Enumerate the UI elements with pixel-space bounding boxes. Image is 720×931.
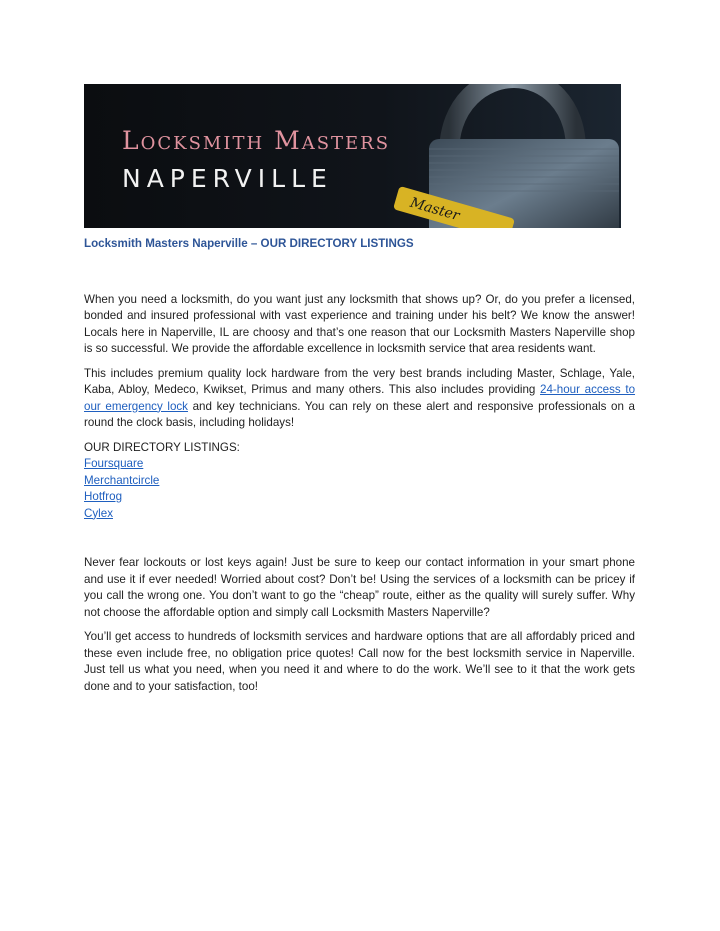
directory-label: OUR DIRECTORY LISTINGS:: [84, 440, 240, 454]
brands-paragraph: [84, 366, 635, 432]
emergency-lock-link[interactable]: 24-hour access to our emergency lock: [84, 383, 636, 413]
directory-list: [84, 456, 635, 522]
intro-paragraph: When you need a locksmith, do you want just any locksmith that shows up? Or, do you prefer a licensed, bonded and insured professional with vast experience and training under his belt? We know the answer! Locals here in Naperville, IL are choosy and that’s one reason that our Locksmith Masters Naperville shop is so successful. We provide the affordable excellence in locksmith service that area residents want.: [84, 292, 635, 355]
directory-link-merchantcircle[interactable]: Merchantcircle: [84, 473, 160, 487]
document-body: [84, 236, 635, 703]
services-paragraph: You’ll get access to hundreds of locksmith services and hardware options that are all affordably priced and these even include free, no obligation price quotes! Call now for the best locksmith service in Naperville. Just tell us what you need, when you need it and where to do the work. We’ll see to it that the work gets done and to your satisfaction, too!: [84, 630, 635, 693]
brands-text-end: and key technicians. You can rely on these alert and responsive professionals on a round the clock basis, including holidays!: [84, 399, 635, 429]
brands-text-start: This includes premium quality lock hardware from the very best brands including Master, Schlage, Yale, Kaba, Abloy, Medeco, Kwikset, Primus and many others. This also includes providing: [84, 366, 635, 396]
page-heading: Locksmith Masters Naperville – OUR DIRECTORY LISTINGS: [84, 237, 414, 250]
header-banner-image: [84, 84, 621, 228]
banner-title: Locksmith Masters: [122, 126, 391, 155]
padlock-brand-text: Master: [408, 194, 462, 225]
directory-link-cylex[interactable]: Cylex: [84, 506, 113, 520]
directory-link-hotfrog[interactable]: Hotfrog: [84, 490, 123, 503]
directory-link-foursquare[interactable]: Foursquare: [84, 457, 144, 470]
padlock-photo: [84, 84, 621, 228]
banner-subtitle: NAPERVILLE: [122, 164, 333, 193]
lockout-paragraph: Never fear lockouts or lost keys again! Just be sure to keep our contact information in your smart phone and use it if ever needed! Worried about cost? Don’t be! Using the services of a locksmith can be pricey if you call the wrong one. You don’t want to go the “cheap” route, either as the quality will surely suffer. Why not choose the affordable option and simply call Locksmith Masters Naperville?: [84, 556, 635, 619]
